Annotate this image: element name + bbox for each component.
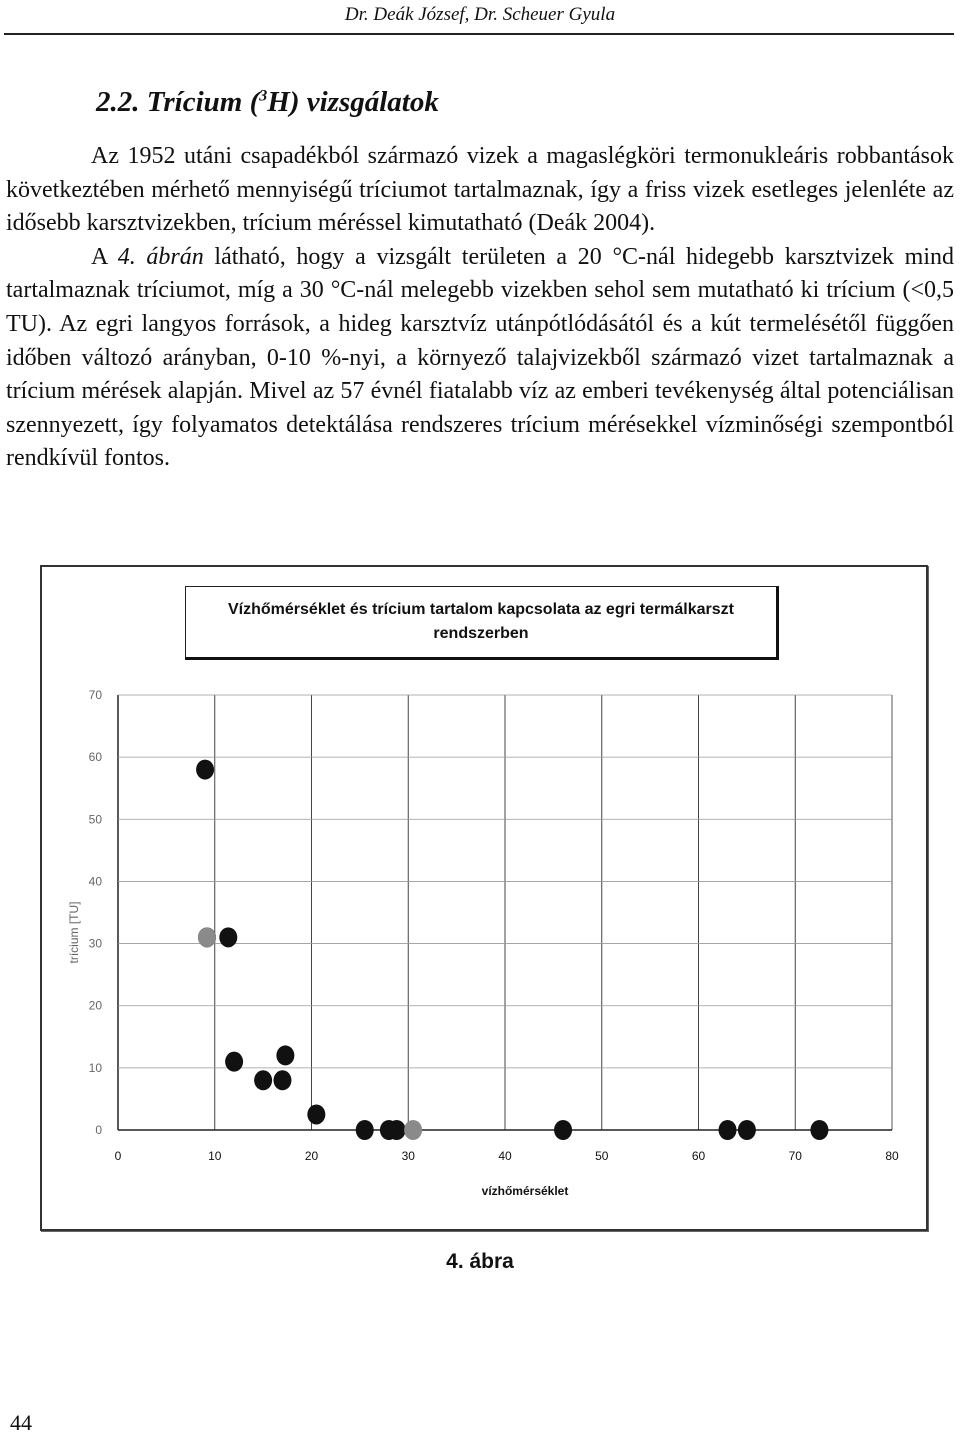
section-number: 2.2. bbox=[96, 86, 140, 118]
page-number: 44 bbox=[10, 1410, 32, 1435]
data-point bbox=[273, 1070, 291, 1090]
x-tick-label: 10 bbox=[208, 1149, 222, 1163]
x-tick-label: 80 bbox=[885, 1149, 899, 1163]
y-tick-label: 0 bbox=[95, 1123, 102, 1137]
data-point bbox=[307, 1104, 325, 1124]
x-tick-label: 20 bbox=[304, 1149, 319, 1163]
chart-title-box bbox=[185, 586, 779, 660]
data-point bbox=[356, 1120, 374, 1140]
data-point bbox=[719, 1120, 737, 1140]
data-point bbox=[404, 1120, 422, 1140]
data-point bbox=[219, 927, 237, 947]
data-point bbox=[738, 1120, 756, 1140]
data-point bbox=[254, 1070, 272, 1090]
x-tick-label: 30 bbox=[401, 1149, 415, 1163]
data-point bbox=[554, 1120, 572, 1140]
x-tick-label: 60 bbox=[691, 1149, 706, 1163]
data-point bbox=[810, 1120, 828, 1140]
y-tick-label: 50 bbox=[88, 812, 102, 827]
x-tick-label: 70 bbox=[788, 1149, 802, 1163]
paragraph-2-start: A bbox=[91, 243, 118, 270]
y-tick-label: 20 bbox=[88, 998, 102, 1013]
y-axis-title: trícium [TU] bbox=[67, 901, 81, 964]
x-tick-label: 40 bbox=[498, 1149, 512, 1163]
y-tick-label: 40 bbox=[88, 874, 102, 889]
chart-title-line-1: Vízhőmérséklet és trícium tartalom kapcsolata az egri termálkarszt bbox=[228, 601, 734, 618]
paragraph-1: Az 1952 utáni csapadékból származó vizek a magaslégköri termonukleáris robbantások következtében mérhető mennyiségű tríciumot tartalmaznak, így a friss vizek esetleges jelenléte az idősebb karsztvizekben, trícium méréssel kimutatható (Deák 2004). bbox=[6, 143, 954, 237]
x-tick-label: 0 bbox=[114, 1149, 122, 1163]
x-tick-label: 50 bbox=[595, 1149, 609, 1163]
figure-reference[interactable]: 4. ábrán bbox=[117, 243, 204, 270]
data-point bbox=[388, 1120, 406, 1140]
data-point bbox=[225, 1052, 243, 1072]
x-axis-title: vízhőmérséklet bbox=[481, 1184, 569, 1198]
y-tick-label: 10 bbox=[88, 1060, 102, 1075]
data-point bbox=[196, 760, 214, 780]
running-header-authors: Dr. Deák József, Dr. Scheuer Gyula bbox=[344, 4, 616, 25]
data-point bbox=[276, 1045, 294, 1065]
section-title-prefix: Trícium ( bbox=[146, 86, 260, 118]
data-point bbox=[198, 927, 216, 947]
y-tick-label: 30 bbox=[88, 936, 102, 951]
section-title-suffix: H) vizsgálatok bbox=[267, 86, 439, 118]
paragraph-2-rest: látható, hogy a vizsgált területen a 20 °C-nál hidegebb karsztvizek mind tartalmaznak tríciumot, míg a 30 °C-nál melegebb vizekben sehol sem mutatható ki trícium (<0,5 TU). Az egri langyos források, a hideg karsztvíz utánpótlódásától és a kút termelésétől függően időben változó arányban, 0-10 %-nyi, a környező talajvizekből származó vizet tartalmaznak a trícium mérések alapján. Mivel az 57 évnél fiatalabb víz az emberi tevékenység által potenciálisan szennyezett, így folyamatos detektálása rendszeres trícium mérésekkel vízminőségi szempontból rendkívül fontos. bbox=[6, 243, 955, 472]
figure-caption: 4. ábra bbox=[446, 1250, 514, 1273]
chart-title-line-2: rendszerben bbox=[433, 625, 529, 642]
y-tick-label: 70 bbox=[88, 688, 102, 702]
y-tick-label: 60 bbox=[88, 750, 102, 765]
section-title-superscript: 3 bbox=[259, 87, 268, 105]
